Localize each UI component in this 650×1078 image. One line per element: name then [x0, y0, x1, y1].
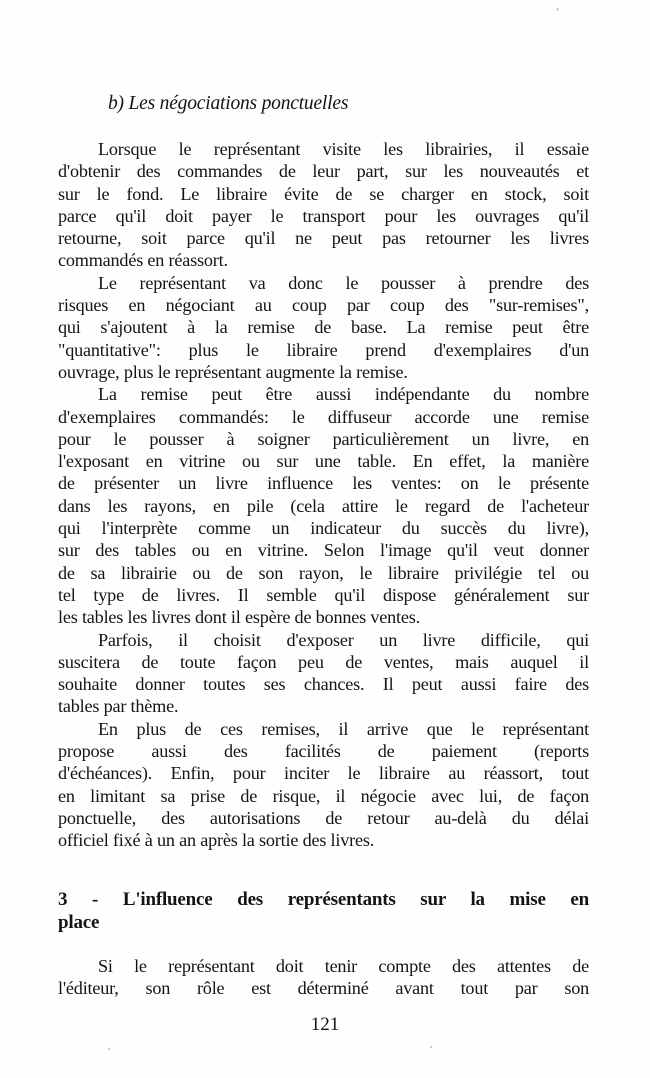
- text-line: 3 - L'influence des représentants sur la mise en: [58, 888, 589, 910]
- section-heading-3: [58, 888, 589, 934]
- paragraph-5: [58, 718, 589, 852]
- scan-speck: [556, 8, 559, 11]
- text-line: d'exemplaires commandés: le diffuseur accorde une remise: [58, 406, 589, 427]
- paragraph-3: [58, 383, 589, 628]
- text-line: de présenter un livre influence les ventes: on le présente: [58, 473, 589, 494]
- text-line: Parfois, il choisit d'exposer un livre difficile, qui: [98, 629, 589, 650]
- scan-speck: [430, 1046, 432, 1048]
- page-number: 121: [310, 1014, 340, 1035]
- text-line: Le représentant va donc le pousser à prendre des: [98, 272, 589, 293]
- text-line: ouvrage, plus le représentant augmente la remise.: [58, 361, 408, 382]
- text-line: risques en négociant au coup par coup des "sur-remises",: [58, 295, 589, 316]
- subheading-negociations: [58, 92, 589, 116]
- scan-speck: [108, 1048, 110, 1050]
- text-line: place: [58, 911, 100, 933]
- text-line: dans les rayons, en pile (cela attire le regard de l'acheteur: [58, 495, 589, 516]
- text-line: suscitera de toute façon peu de ventes, mais auquel il: [58, 651, 589, 672]
- text-line: "quantitative": plus le libraire prend d'exemplaires d'un: [58, 339, 589, 360]
- text-line: b) Les négociations ponctuelles: [108, 93, 349, 114]
- paragraph-2: [58, 272, 589, 383]
- text-line: tel type de livres. Il semble qu'il dispose généralement sur: [58, 584, 589, 605]
- text-line: Lorsque le représentant visite les librairies, il essaie: [98, 139, 589, 159]
- text-line: d'échéances). Enfin, pour inciter le libraire au réassort, tout: [58, 763, 589, 784]
- text-line: sur le fond. Le libraire évite de se charger en stock, soit: [58, 183, 589, 204]
- text-line: En plus de ces remises, il arrive que le représentant: [98, 718, 589, 739]
- text-line: Si le représentant doit tenir compte des attentes de: [98, 955, 589, 976]
- text-line: d'obtenir des commandes de leur part, sur les nouveautés et: [58, 161, 589, 182]
- text-line: en limitant sa prise de risque, il négocie avec lui, de façon: [58, 785, 589, 806]
- text-line: officiel fixé à un an après la sortie des livres.: [58, 830, 375, 851]
- text-line: commandés en réassort.: [58, 250, 228, 271]
- text-line: de sa librairie ou de son rayon, le libraire privilégie tel ou: [58, 562, 589, 583]
- text-line: qui l'interprète comme un indicateur du succès du livre),: [58, 518, 589, 539]
- text-line: l'exposant en vitrine ou sur une table. En effet, la manière: [58, 451, 589, 472]
- text-line: retourne, soit parce qu'il ne peut pas retourner les livres: [58, 228, 589, 249]
- text-line: l'éditeur, son rôle est déterminé avant tout par son: [58, 977, 589, 998]
- paragraph-1: [58, 138, 589, 272]
- text-line: les tables les livres dont il espère de bonnes ventes.: [58, 607, 420, 628]
- text-line: tables par thème.: [58, 696, 179, 717]
- text-line: ponctuelle, des autorisations de retour au-delà du délai: [58, 807, 589, 828]
- text-line: sur des tables ou en vitrine. Selon l'image qu'il veut donner: [58, 540, 589, 561]
- text-line: qui s'ajoutent à la remise de base. La remise peut être: [58, 317, 589, 338]
- text-line: La remise peut être aussi indépendante du nombre: [98, 384, 589, 405]
- text-column: [58, 0, 589, 999]
- text-line: souhaite donner toutes ses chances. Il peut aussi faire des: [58, 674, 589, 695]
- paragraph-4: [58, 629, 589, 718]
- text-line: parce qu'il doit payer le transport pour les ouvrages qu'il: [58, 205, 589, 226]
- text-line: propose aussi des facilités de paiement (reports: [58, 741, 589, 762]
- text-line: pour le pousser à soigner particulièrement un livre, en: [58, 428, 589, 449]
- paragraph-6: [58, 955, 589, 1000]
